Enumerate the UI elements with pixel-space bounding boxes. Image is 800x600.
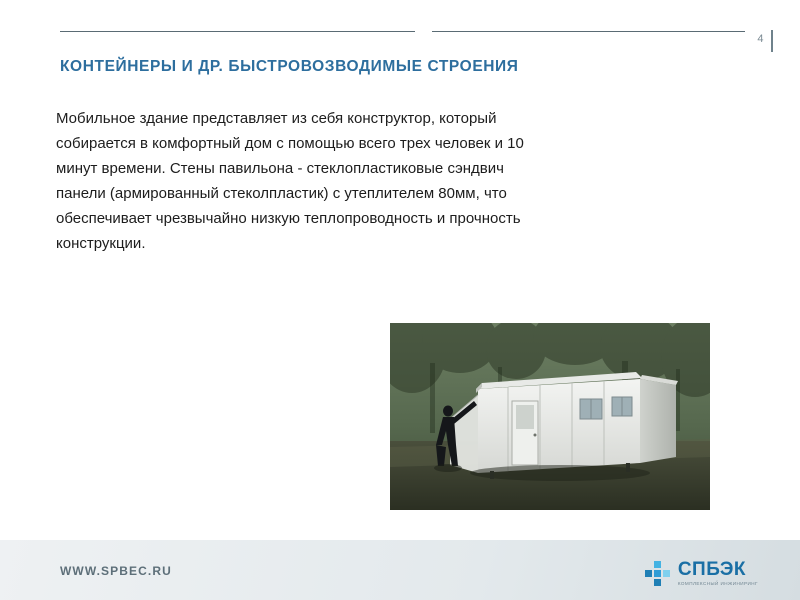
- logo-name: СПБЭК: [677, 559, 747, 581]
- page-number: 4: [757, 33, 764, 45]
- company-logo: [645, 560, 758, 587]
- logo-subtitle: КОМПЛЕКСНЫЙ ИНЖИНИРИНГ: [677, 581, 758, 587]
- page-title: КОНТЕЙНЕРЫ И ДР. БЫСТРОВОЗВОДИМЫЕ СТРОЕНИЯ: [60, 58, 519, 75]
- footer-bar: [0, 540, 800, 600]
- logo-text: [678, 560, 758, 587]
- photo-illustration: [390, 323, 710, 510]
- footer-url[interactable]: WWW.SPBEC.RU: [60, 564, 172, 578]
- body-paragraph: Мобильное здание представляет из себя конструктор, который собирается в комфортный дом с помощью всего трех человек и 10 минут времени. Стены павильона - стеклопластиковые сэндвич панели (армированный стеколпластик) с утеплителем 80мм, что обеспечивает чрезвычайно низкую теплопроводность и прочность конструкции.: [56, 110, 524, 252]
- body-text: [56, 106, 526, 256]
- header-rule-right: [432, 31, 745, 32]
- header-rule-left: [60, 31, 415, 32]
- building-photo: [390, 323, 710, 510]
- logo-mark-icon: [645, 561, 671, 587]
- page-marker: [771, 30, 773, 52]
